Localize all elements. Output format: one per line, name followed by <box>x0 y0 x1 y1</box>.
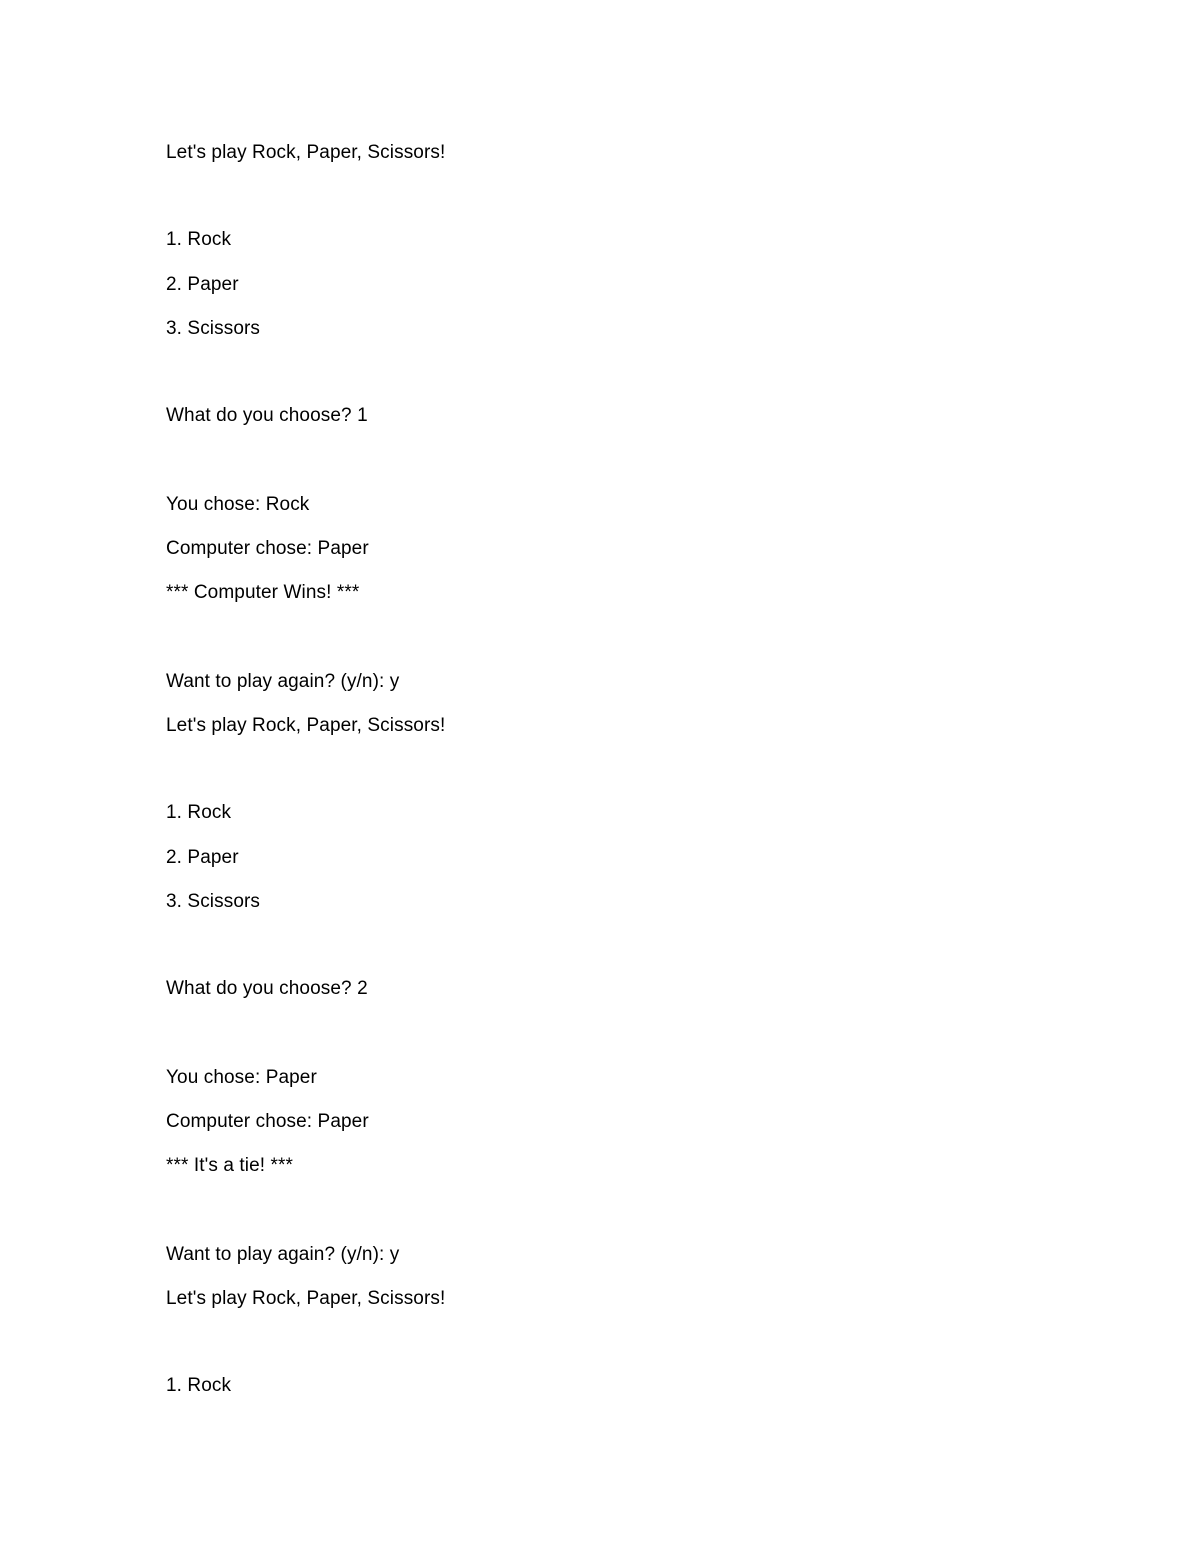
player-choice-line: You chose: Paper <box>166 1067 317 1088</box>
computer-choice-line: Computer chose: Paper <box>166 538 369 559</box>
menu-option-paper: 2. Paper <box>166 847 239 868</box>
choice-prompt-line: What do you choose? 2 <box>166 978 368 999</box>
menu-option-rock: 1. Rock <box>166 1375 232 1396</box>
game-title-line: Let's play Rock, Paper, Scissors! <box>166 1288 446 1309</box>
computer-choice-line: Computer chose: Paper <box>166 1111 369 1132</box>
menu-option-scissors: 3. Scissors <box>166 318 261 339</box>
play-again-prompt-line: Want to play again? (y/n): y <box>166 1244 400 1265</box>
result-line: *** It's a tie! *** <box>166 1155 293 1176</box>
menu-option-paper: 2. Paper <box>166 274 239 295</box>
player-choice-line: You chose: Rock <box>166 494 310 515</box>
menu-option-rock: 1. Rock <box>166 229 232 250</box>
game-title-line: Let's play Rock, Paper, Scissors! <box>166 142 446 163</box>
menu-option-rock: 1. Rock <box>166 802 232 823</box>
menu-option-scissors: 3. Scissors <box>166 891 261 912</box>
choice-prompt-line: What do you choose? 1 <box>166 405 368 426</box>
game-title-line: Let's play Rock, Paper, Scissors! <box>166 715 446 736</box>
result-line: *** Computer Wins! *** <box>166 582 360 603</box>
play-again-prompt-line: Want to play again? (y/n): y <box>166 671 400 692</box>
